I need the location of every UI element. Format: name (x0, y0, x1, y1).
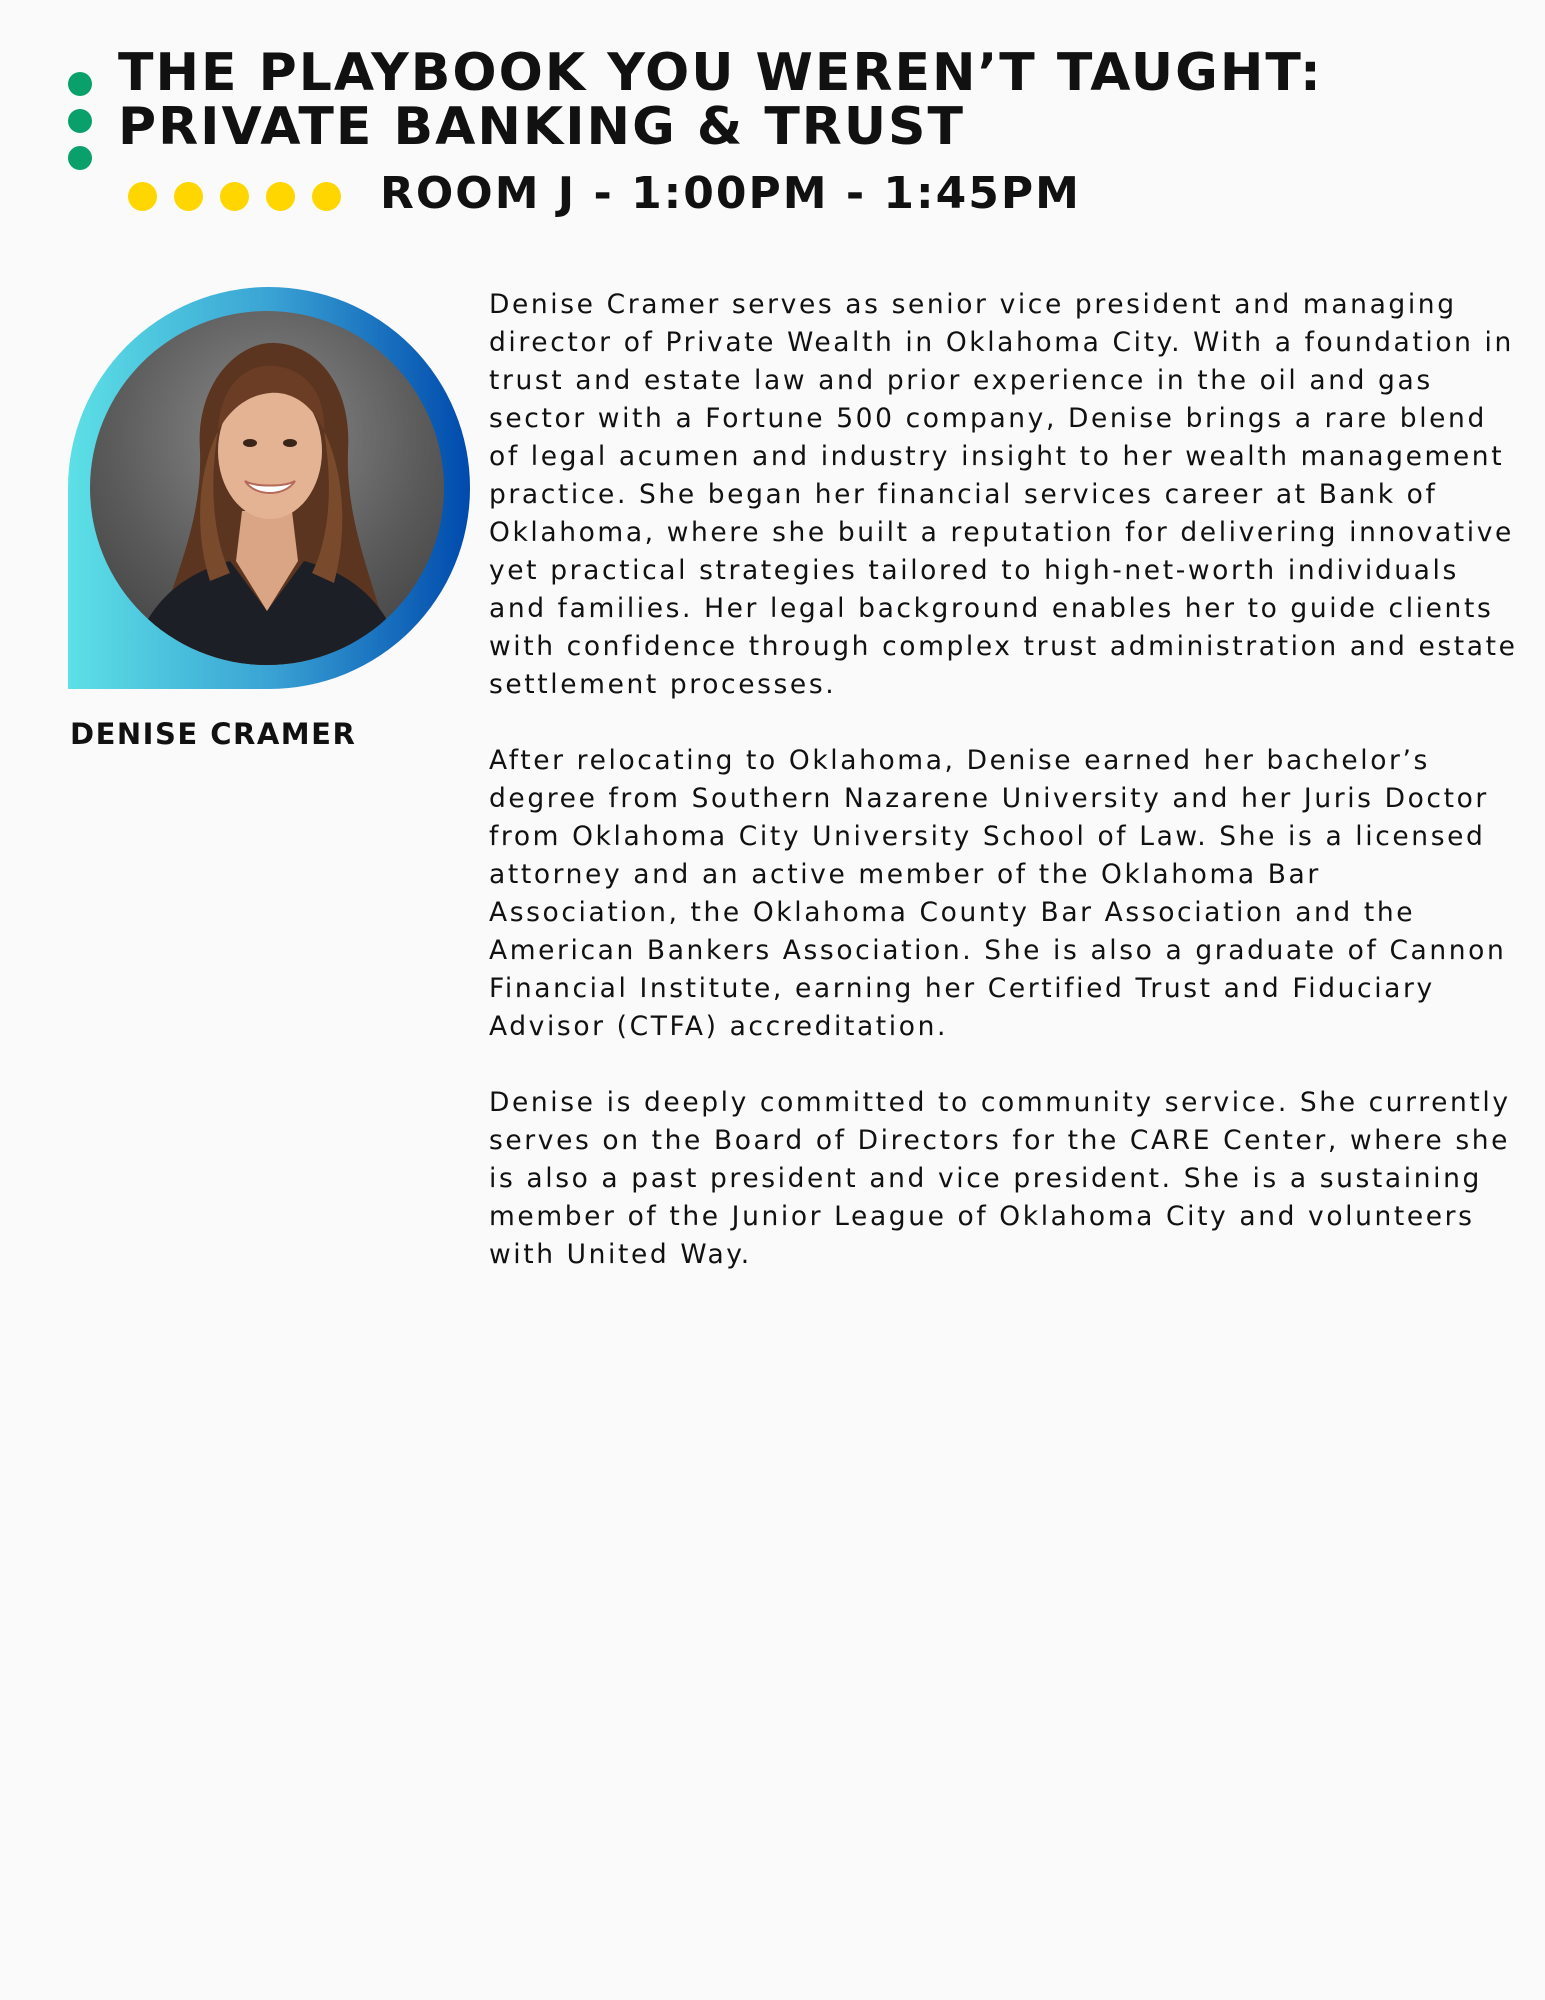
yellow-dot-decoration (128, 182, 341, 211)
yellow-dot (220, 182, 249, 211)
session-title (118, 43, 1498, 157)
session-room-time: ROOM J - 1:00PM - 1:45PM (380, 168, 1081, 219)
speaker-photo (90, 311, 444, 665)
green-dot-decoration (68, 72, 94, 183)
speaker-name: DENISE CRAMER (70, 717, 357, 751)
speaker-photo-frame (68, 287, 470, 689)
green-dot (68, 146, 92, 170)
green-dot (68, 109, 92, 133)
yellow-dot (128, 182, 157, 211)
speaker-portrait-icon (90, 311, 444, 665)
yellow-dot (266, 182, 295, 211)
session-title-line1: THE PLAYBOOK YOU WEREN’T TAUGHT: (118, 43, 1323, 103)
bio-paragraph: Denise Cramer serves as senior vice president and managing director of Private Wealth in Oklahoma City. With a foundation in trust and estate law and prior experience in the oil and gas sector with a Fortune 500 company, Denise brings a rare blend of legal acumen and industry insight to her wealth management practice. She began her financial services career at Bank of Oklahoma, where she built a reputation for delivering innovative yet practical strategies tailored to high-net-worth individuals and families. Her legal background enables her to guide clients with confidence through complex trust administration and estate settlement processes. (489, 289, 1518, 700)
yellow-dot (312, 182, 341, 211)
speaker-bio (489, 286, 1519, 1312)
yellow-dot (174, 182, 203, 211)
bio-paragraph: Denise is deeply committed to community service. She currently serves on the Board of Directors for the CARE Center, where she is also a past president and vice president. She is a sustaining member of the Junior League of Oklahoma City and volunteers with United Way. (489, 1087, 1511, 1270)
green-dot (68, 72, 92, 96)
bio-paragraph: After relocating to Oklahoma, Denise earned her bachelor’s degree from Southern Nazarene University and her Juris Doctor from Oklahoma City University School of Law. She is a licensed attorney and an active member of the Oklahoma Bar Association, the Oklahoma County Bar Association and the American Bankers Association. She is also a graduate of Cannon Financial Institute, earning her Certified Trust and Fiduciary Advisor (CTFA) accreditation. (489, 745, 1507, 1042)
session-title-line2: PRIVATE BANKING & TRUST (118, 97, 965, 157)
